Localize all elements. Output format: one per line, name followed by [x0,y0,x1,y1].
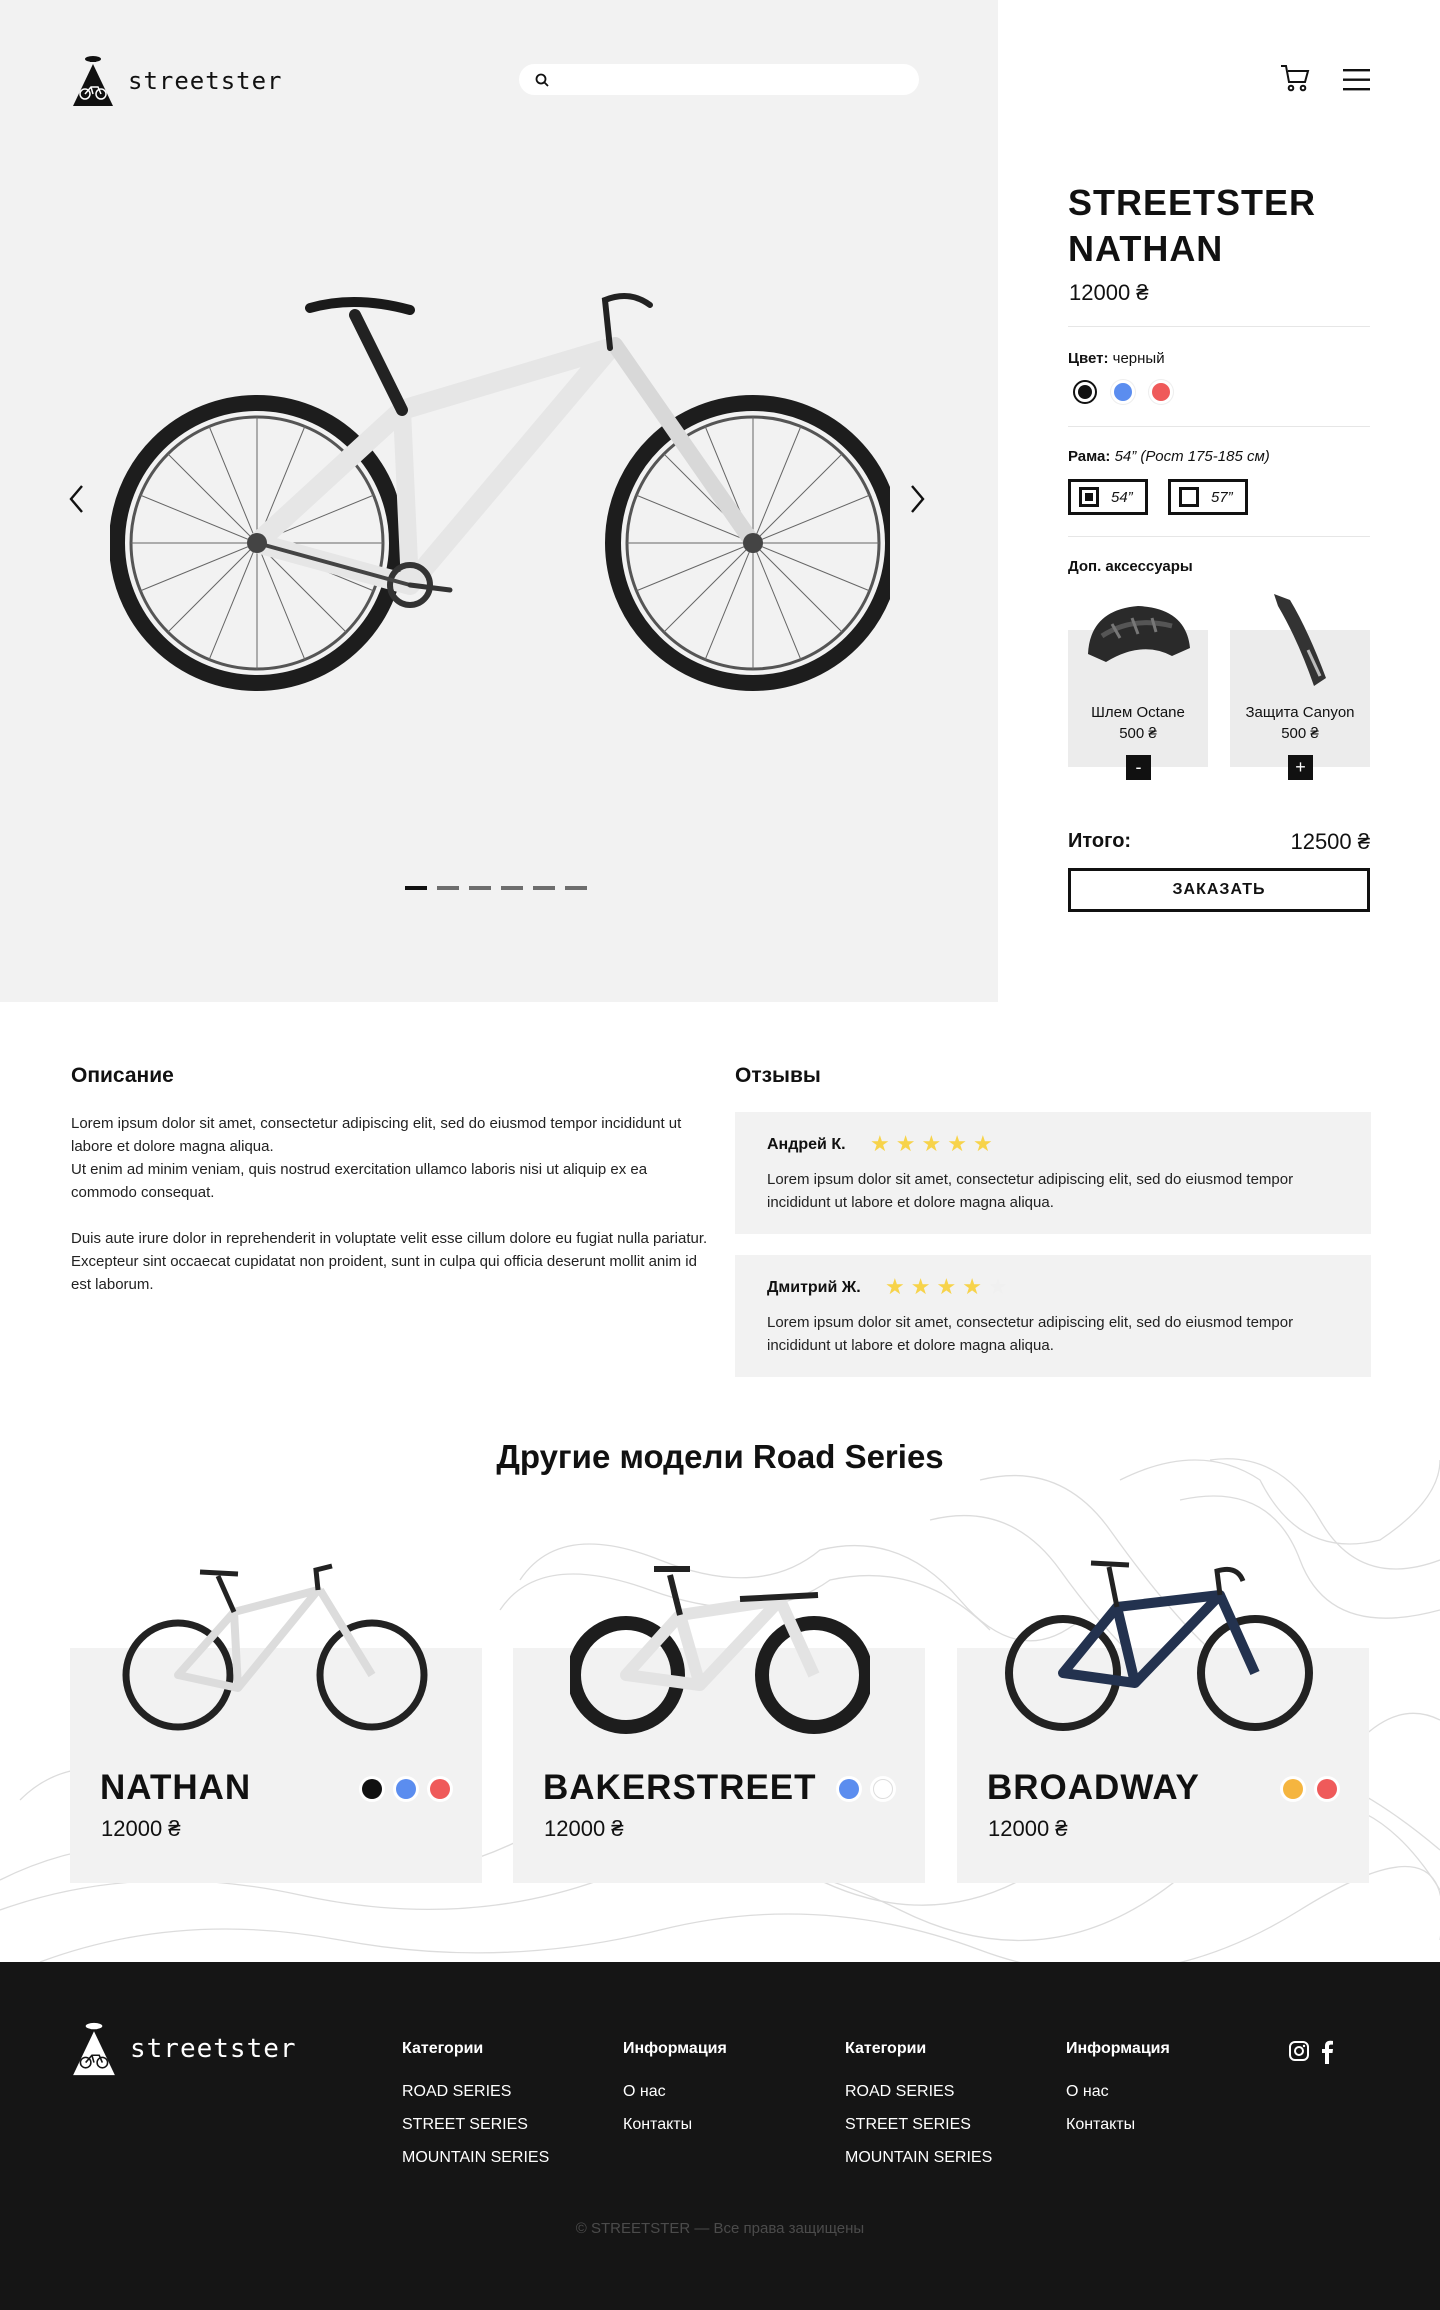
star-icon: ★ [895,1131,916,1156]
footer-link[interactable]: О нас [623,2083,666,2100]
fender-icon [1268,590,1332,690]
review-text: Lorem ipsum dolor sit amet, consectetur adipiscing elit, sed do eiusmod tempor incididunt ut labore et dolore magna aliqua. [767,1171,1294,1211]
frame-label [1068,448,1270,465]
copyright: © STREETSTER — Все права защищены [575,2220,865,2237]
review-card [735,1112,1371,1234]
chevron-right-icon [910,484,926,514]
color-swatch-white[interactable] [873,1779,893,1799]
color-swatch-black[interactable] [362,1779,382,1799]
chevron-left-icon [68,484,84,514]
footer-brand-name: streetster [130,2034,297,2064]
footer-link[interactable]: Контакты [623,2116,693,2133]
frame-option-57[interactable] [1168,479,1248,515]
color-label-value: черный [1112,350,1165,367]
star-icon: ★ [885,1274,905,1299]
footer-link[interactable]: ROAD SERIES [845,2083,955,2100]
logo-icon [70,2020,118,2078]
search-bar[interactable] [519,64,919,95]
review-rating [885,1275,1008,1299]
gallery-dot[interactable] [405,886,427,890]
footer-link[interactable]: STREET SERIES [845,2116,971,2133]
color-swatch-red[interactable] [430,1779,450,1799]
cart-icon [1280,64,1310,92]
footer-column-title: Информация [1066,2040,1170,2057]
color-swatch-yellow[interactable] [1283,1779,1303,1799]
accessory-price: 500 ₴ [1119,725,1157,742]
menu-button[interactable] [1343,69,1370,96]
product-price: 12000 ₴ [1069,280,1149,305]
gallery-next-button[interactable] [910,484,926,519]
description-text [71,1112,711,1296]
accessory-price: 500 ₴ [1281,725,1319,742]
facebook-icon[interactable] [1320,2040,1334,2064]
model-color-options [1283,1779,1337,1799]
gallery-dot[interactable] [565,886,587,890]
star-icon: ★ [870,1131,890,1156]
footer-column [402,2040,549,2174]
review-text: Lorem ipsum dolor sit amet, consectetur adipiscing elit, sed do eiusmod tempor incididunt ut labore et dolore magna aliqua. [767,1314,1294,1354]
star-icon: ★ [962,1274,982,1299]
model-color-options [839,1779,893,1799]
order-button[interactable]: ЗАКАЗАТЬ [1068,868,1370,912]
reviews-title: Отзывы [735,1064,821,1087]
model-price: 12000 ₴ [544,1816,624,1841]
description-paragraph: Duis aute irure dolor in reprehenderit in voluptate velit esse cillum dolore eu fugiat nulla pariatur. Excepteur sint occaecat cupidatat non proident, sunt in culpa qui officia deserunt mollit anim id est laborum. [71,1230,708,1293]
model-image-broadway [1005,1555,1315,1740]
footer-column [845,2040,992,2174]
accessory-info [1068,702,1208,744]
accessory-card-helmet[interactable] [1068,630,1208,777]
star-icon: ★ [972,1131,993,1156]
color-swatch-blue[interactable] [1111,380,1135,404]
footer-link[interactable]: Контакты [1066,2116,1136,2133]
star-icon: ★ [947,1131,967,1156]
frame-option-label: 57” [1211,488,1233,506]
frame-option-54[interactable] [1068,479,1148,515]
checkbox-icon [1179,487,1199,507]
footer-link[interactable]: О нас [1066,2083,1109,2100]
total-label: Итого: [1068,830,1132,852]
footer-link[interactable]: ROAD SERIES [402,2083,512,2100]
color-swatch-black[interactable] [1073,380,1097,404]
social-links [1288,2040,1334,2064]
gallery-prev-button[interactable] [68,484,84,519]
divider [1068,326,1370,327]
add-accessory-button[interactable]: + [1288,755,1313,780]
brand-logo[interactable] [70,54,283,108]
review-author: Дмитрий Ж. [767,1279,861,1296]
accessory-card-fender[interactable] [1230,630,1370,777]
model-price: 12000 ₴ [101,1816,181,1841]
star-empty-icon: ★ [987,1274,1008,1299]
footer-column [1066,2040,1170,2141]
description-paragraph: Ut enim ad minim veniam, quis nostrud exercitation ullamco laboris nisi ut aliquip ex ea commodo consequat. [71,1161,648,1201]
remove-accessory-button[interactable]: - [1126,755,1151,780]
model-image-nathan [120,1560,430,1740]
other-models-title: Другие модели Road Series [496,1438,944,1475]
menu-icon [1343,69,1370,91]
accessory-name: Шлем Octane [1091,704,1185,721]
frame-option-label: 54” [1111,488,1133,506]
helmet-icon [1082,596,1194,676]
color-label-key: Цвет: [1068,350,1109,367]
color-swatch-red[interactable] [1317,1779,1337,1799]
footer-logo[interactable] [70,2020,297,2078]
search-icon [535,73,549,87]
footer-column [623,2040,727,2141]
review-author: Андрей К. [767,1136,846,1153]
gallery-dot[interactable] [501,886,523,890]
model-name: BAKERSTREET [543,1768,817,1807]
color-options [1073,380,1173,404]
description-title: Описание [71,1064,174,1087]
checkbox-checked-icon [1079,487,1099,507]
product-title-line: NATHAN [1068,228,1224,269]
model-color-options [362,1779,450,1799]
footer-column-title: Категории [402,2040,484,2057]
accessory-name: Защита Canyon [1245,704,1355,721]
footer-column-title: Информация [623,2040,727,2057]
divider [1068,426,1370,427]
gallery-dot[interactable] [437,886,459,890]
logo-icon [70,54,116,108]
footer-link[interactable]: MOUNTAIN SERIES [845,2149,993,2166]
model-price: 12000 ₴ [988,1816,1068,1841]
cart-button[interactable] [1280,64,1310,97]
review-rating [870,1132,993,1156]
description-paragraph: Lorem ipsum dolor sit amet, consectetur adipiscing elit, sed do eiusmod tempor incididunt ut labore et dolore magna aliqua. [71,1115,682,1155]
brand-name: streetster [128,67,283,95]
accessories-label: Доп. аксессуары [1068,558,1193,575]
frame-label-key: Рама: [1068,448,1111,465]
instagram-icon[interactable] [1288,2040,1310,2062]
product-title-line: STREETSTER [1068,182,1317,223]
total-value: 12500 ₴ [1290,829,1370,854]
color-swatch-blue[interactable] [839,1779,859,1799]
gallery-dot[interactable] [533,886,555,890]
star-icon: ★ [936,1274,957,1299]
color-swatch-blue[interactable] [396,1779,416,1799]
model-image-bakerstreet [570,1555,870,1740]
star-icon: ★ [921,1131,942,1156]
review-card [735,1255,1371,1377]
footer-link[interactable]: STREET SERIES [402,2116,528,2133]
product-title [1068,180,1368,272]
model-name: NATHAN [100,1768,252,1807]
product-image [110,280,890,720]
footer-column-title: Категории [845,2040,927,2057]
divider [1068,536,1370,537]
footer-link[interactable]: MOUNTAIN SERIES [402,2149,550,2166]
accessory-info [1230,702,1370,744]
frame-label-value: 54” (Рост 175-185 см) [1114,448,1270,465]
color-swatch-red[interactable] [1149,380,1173,404]
gallery-dot[interactable] [469,886,491,890]
model-name: BROADWAY [987,1768,1200,1807]
star-icon: ★ [910,1274,931,1299]
color-label [1068,350,1165,367]
gallery-pagination [405,886,587,890]
search-input[interactable] [559,72,899,88]
